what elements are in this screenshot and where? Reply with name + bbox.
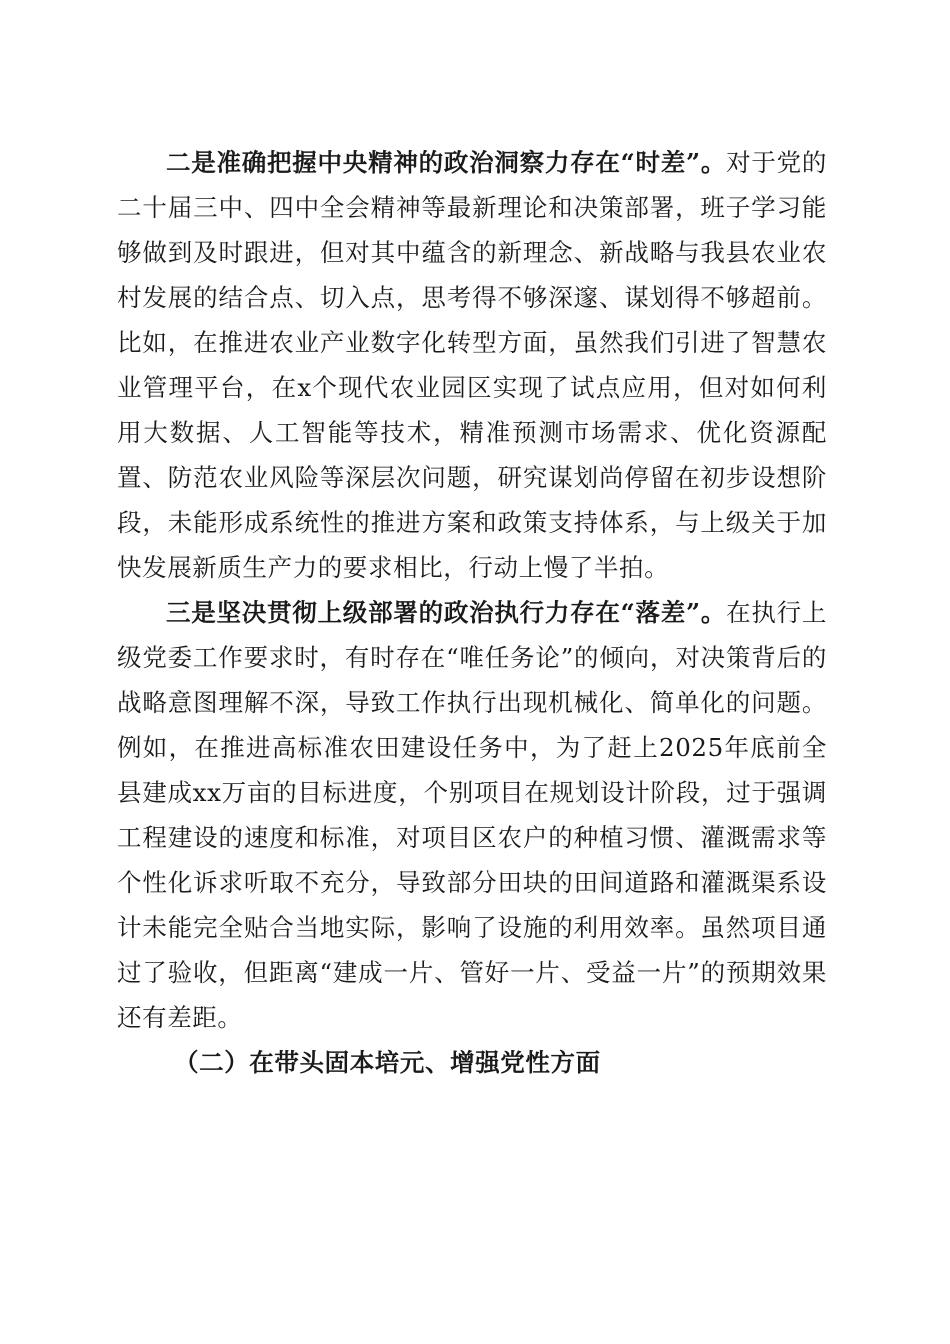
paragraph-body: 对于党的二十届三中、四中全会精神等最新理论和决策部署，班子学习能够做到及时跟进，但对其中蕴含的新理念、新战略与我县农业农村发展的结合点、切入点，思考得不够深邃、谋划得不够超前。比如，在推进农业产业数字化转型方面，虽然我们引进了智慧农业管理平台，在x个现代农业园区实现了试点应用，但对如何利用大数据、人工智能等技术，精准预测市场需求、优化资源配置、防范农业风险等深层次问题，研究谋划尚停留在初步设想阶段，未能形成系统性的推进方案和政策支持体系，与上级关于加快发展新质生产力的要求相比，行动上慢了半拍。 <box>117 148 827 582</box>
paragraph-body: 在执行上级党委工作要求时，有时存在“唯任务论”的倾向，对决策背后的战略意图理解不深，导致工作执行出现机械化、简单化的问题。例如，在推进高标准农田建设任务中，为了赶上2025年底前全县建成xx万亩的目标进度，个别项目在规划设计阶段，过于强调工程建设的速度和标准，对项目区农户的种植习惯、灌溉需求等个性化诉求听取不充分，导致部分田块的田间道路和灌溉渠系设计未能完全贴合当地实际，影响了设施的利用效率。虽然项目通过了验收，但距离“建成一片、管好一片、受益一片”的预期效果还有差距。 <box>117 598 827 1032</box>
paragraph-lead: 二是准确把握中央精神的政治洞察力存在“时差”。 <box>166 148 727 177</box>
document-body <box>117 140 827 1085</box>
section-heading: （二）在带头固本培元、增强党性方面 <box>174 1048 601 1077</box>
paragraph-lead: 三是坚决贯彻上级部署的政治执行力存在“落差”。 <box>166 598 727 627</box>
paragraph-political-execution <box>117 590 827 1040</box>
paragraph-political-insight <box>117 140 827 590</box>
